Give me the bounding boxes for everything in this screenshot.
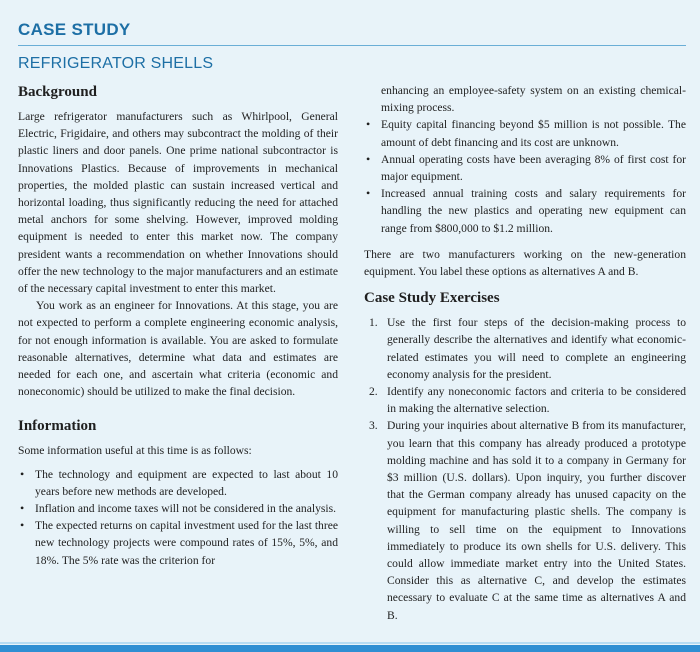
left-column (18, 82, 338, 569)
header-divider (18, 45, 686, 46)
list-item: • The technology and equipment are expected to last about 10 years before new methods are developed. (20, 466, 338, 498)
list-item: • The expected returns on capital investment used for the last three new technology projects were compound rates of 15%, 5%, and 18%. The 5% rate was the criterion for (20, 518, 338, 567)
exercise-number: 2. (369, 385, 378, 399)
exercise-number: 3. (369, 419, 378, 433)
information-bullets-right (364, 116, 686, 236)
background-paragraph-1: Large refrigerator manufacturers such as Whirlpool, General Electric, Frigidaire, and others may subcontract the molding of their plastic liners and door panels. One prime national subcontractor is Innovations Plastics. Because of improvements in mechanical properties, the molded plastic can sustain increased vertical and horizontal loading, thus significantly reducing the need for attached metal anchors for some shelving. However, improved molding equipment is needed to enter this market now. The company president wants a recommendation on whether Innovations should offer the new technology to the major manufacturers and an estimate of the necessary capital investment to enter this market. (18, 110, 338, 296)
exercise-number: 1. (369, 316, 378, 330)
bullet-icon: • (20, 518, 25, 533)
bullet-icon: • (20, 501, 25, 516)
bullet-icon: • (366, 117, 371, 132)
information-bullets-left (18, 466, 338, 569)
bullet-icon: • (366, 186, 371, 201)
list-item (364, 383, 686, 417)
exercise-text: During your inquiries about alternative B from its manufacturer, you learn that this company has already produced a prototype molding machine and has sold it to a company in Germany for $3 million (U.S. dollars). Upon inquiry, you further discover that the German company already has unused capacity on the equipment for manufacturing plastic shells. The company is willing to sell time on the equipment to Innovations immediately to produce its own shells for U.S. delivery. This could allow immediate market entry into the United States. Consider this as alternative C, and develop the estimates necessary to evaluate C at the same time as alternatives A and B. (387, 419, 686, 622)
information-heading: Information (18, 418, 97, 435)
right-column (364, 82, 686, 624)
exercises-list (364, 314, 686, 624)
list-item: • Inflation and income taxes will not be considered in the analysis. (18, 500, 338, 517)
footer-rule (0, 645, 700, 652)
background-paragraph-2: You work as an engineer for Innovations. At this stage, you are not expected to perform a complete engineering economic analysis, for not enough information is available. You are asked to formulate reasonable alternatives, determine what data and estimates are needed for each one, and ascertain what criteria (economic and noneconomic) should be utilized to make the final decision. (18, 299, 338, 399)
manufacturers-paragraph: There are two manufacturers working on the new-generation equipment. You label these options as alternatives A and B. (364, 247, 686, 279)
exercises-heading: Case Study Exercises (364, 290, 500, 307)
case-study-label: CASE STUDY (18, 20, 131, 39)
exercise-text: Identify any noneconomic factors and criteria to be considered in making the alternative selection. (387, 385, 686, 416)
background-heading: Background (18, 84, 97, 100)
continued-bullet-text: enhancing an employee-safety system on an existing chemical-mixing process. (381, 84, 686, 115)
exercise-text: Use the first four steps of the decision-making process to generally describe the alternatives and identify what economic-related estimates you will need to complete an engineering economy analysis for the president. (387, 316, 686, 381)
list-item: • Equity capital financing beyond $5 million is not possible. The amount of debt financing and its cost are unknown. (366, 117, 686, 149)
bullet-icon: • (366, 151, 371, 166)
list-item (364, 417, 686, 623)
information-intro: Some information useful at this time is as follows: (18, 444, 252, 458)
case-title: REFRIGERATOR SHELLS (18, 55, 214, 72)
bullet-icon: • (20, 466, 25, 481)
list-item: • Annual operating costs have been averaging 8% of first cost for major equipment. (366, 151, 686, 184)
footer-rule-light (0, 642, 700, 644)
list-item: • Increased annual training costs and salary requirements for handling the new plastics and operating new equipment can range from $800,000 to $1.2 million. (366, 186, 686, 235)
list-item (364, 314, 686, 383)
